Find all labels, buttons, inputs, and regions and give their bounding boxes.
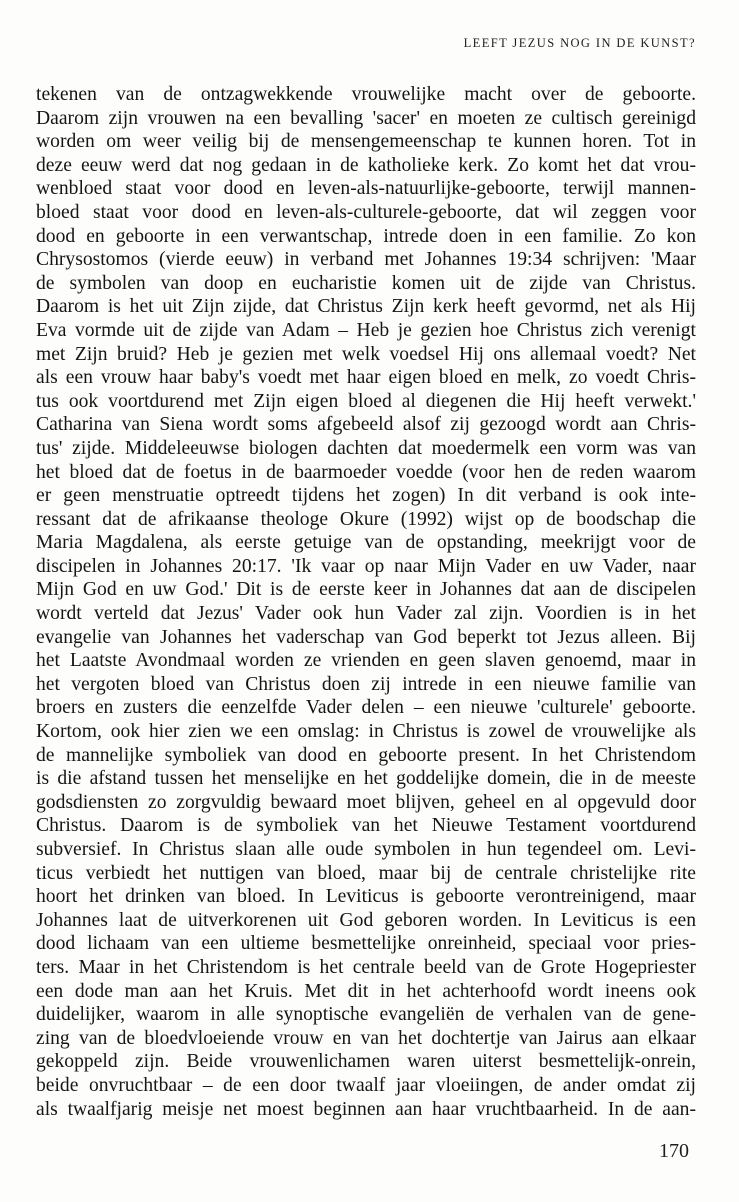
text-line: worden om weer veilig bij de mensengemeenschap te kunnen horen. Tot in xyxy=(36,131,696,153)
text-line: Daarom zijn vrouwen na een bevalling 'sacer' en moeten ze cultisch gereinigd xyxy=(36,107,696,129)
text-line: Johannes laat de uitverkorenen uit God geboren worden. In Leviticus is een xyxy=(36,909,696,931)
text-line: beide onvruchtbaar – de een door twaalf jaar vloeiingen, de ander omdat zij xyxy=(36,1074,696,1096)
text-line: de symbolen van doop en eucharistie komen uit de zijde van Christus. xyxy=(36,272,696,294)
body-text xyxy=(36,83,696,1121)
text-line: Christus. Daarom is de symboliek van het Nieuwe Testament voortdurend xyxy=(36,815,696,837)
text-line: bloed staat voor dood en leven-als-culturele-geboorte, dat wil zeggen voor xyxy=(36,201,696,223)
page-number: 170 xyxy=(659,1140,689,1162)
text-line: Chrysostomos (vierde eeuw) in verband met Johannes 19:34 schrijven: 'Maar xyxy=(36,249,696,271)
text-line: Catharina van Siena wordt soms afgebeeld alsof zij gezoogd wordt aan Chris- xyxy=(36,414,696,436)
text-line: met Zijn bruid? Heb je gezien met welk voedsel Hij ons allemaal voedt? Net xyxy=(36,343,696,365)
text-line: subversief. In Christus slaan alle oude symbolen in hun tegendeel om. Levi- xyxy=(36,839,696,860)
running-head: LEEFT JEZUS NOG IN DE KUNST? xyxy=(463,36,696,50)
text-line: ters. Maar in het Christendom is het centrale beeld van de Grote Hogepriester xyxy=(36,956,696,978)
text-line: tekenen van de ontzagwekkende vrouwelijke macht over de geboorte. xyxy=(36,84,696,105)
text-line: tus ook voortdurend met Zijn eigen bloed al diegenen die Hij heeft verwekt.' xyxy=(36,390,696,412)
text-line: het Laatste Avondmaal worden ze vrienden en geen slaven genoemd, maar in xyxy=(36,650,696,672)
text-line: het vergoten bloed van Christus doen zij intrede in een nieuwe familie van xyxy=(36,673,696,695)
text-line: Mijn God en uw God.' Dit is de eerste keer in Johannes dat aan de discipelen xyxy=(36,579,696,601)
text-line: dood en geboorte in een verwantschap, intrede doen in een familie. Zo kon xyxy=(36,225,696,247)
text-line: evangelie van Johannes het vaderschap van God beperkt tot Jezus alleen. Bij xyxy=(36,626,696,648)
text-line: broers en zusters die eenzelfde Vader delen – een nieuwe 'culturele' geboorte. xyxy=(36,697,696,719)
text-line: gekoppeld zijn. Beide vrouwenlichamen waren uiterst besmettelijk-onrein, xyxy=(36,1051,696,1073)
text-line: Daarom is het uit Zijn zijde, dat Christus Zijn kerk heeft gevormd, net als Hij xyxy=(36,296,696,318)
text-line: Maria Magdalena, als eerste getuige van de opstanding, meekrijgt voor de xyxy=(36,532,696,554)
text-line: discipelen in Johannes 20:17. 'Ik vaar op naar Mijn Vader en uw Vader, naar xyxy=(36,555,696,577)
text-line: als een vrouw haar baby's voedt met haar eigen bloed en melk, zo voedt Chris- xyxy=(36,367,696,389)
text-line: Kortom, ook hier zien we een omslag: in Christus is zowel de vrouwelijke als xyxy=(36,721,696,743)
text-line: duidelijker, waarom in alle synoptische evangeliën de verhalen van de gene- xyxy=(36,1004,696,1026)
text-line: als twaalfjarig meisje net moest beginnen aan haar vruchtbaarheid. In de aan- xyxy=(36,1098,696,1120)
text-line: er geen menstruatie optreedt tijdens het zogen) In dit verband is ook inte- xyxy=(36,485,696,507)
text-line: dood lichaam van een ultieme besmettelijke onreinheid, speciaal voor pries- xyxy=(36,933,696,955)
text-line: tus' zijde. Middeleeuwse biologen dachten dat moedermelk een vorm was van xyxy=(36,437,696,459)
text-line: zing van de bloedvloeiende vrouw en van het dochtertje van Jairus aan elkaar xyxy=(36,1027,696,1049)
text-line: een dode man aan het Kruis. Met dit in het achterhoofd wordt ineens ook xyxy=(36,980,696,1002)
text-line: wenbloed staat voor dood en leven-als-natuurlijke-geboorte, terwijl mannen- xyxy=(36,178,696,200)
text-line: godsdiensten zo zorgvuldig bewaard moet blijven, geheel en al opgevuld door xyxy=(36,791,696,813)
text-line: het bloed dat de foetus in de baarmoeder voedde (voor hen de reden waarom xyxy=(36,461,696,483)
text-line: hoort het drinken van bloed. In Leviticus is geboorte verontreinigend, maar xyxy=(36,886,696,908)
text-line: de mannelijke symboliek van dood en geboorte present. In het Christendom xyxy=(36,744,696,766)
text-line: Eva vormde uit de zijde van Adam – Heb je gezien hoe Christus zich verenigt xyxy=(36,319,696,341)
text-line: deze eeuw werd dat nog gedaan in de katholieke kerk. Zo komt het dat vrou- xyxy=(36,154,696,176)
text-line: is die afstand tussen het menselijke en het goddelijke domein, die in de meeste xyxy=(36,768,696,790)
text-line: wordt verteld dat Jezus' Vader ook hun Vader zal zijn. Voordien is in het xyxy=(36,603,696,625)
text-line: ticus verbiedt het nuttigen van bloed, maar bij de centrale christelijke rite xyxy=(36,862,696,884)
text-line: ressant dat de afrikaanse theologe Okure (1992) wijst op de boodschap die xyxy=(36,508,696,530)
